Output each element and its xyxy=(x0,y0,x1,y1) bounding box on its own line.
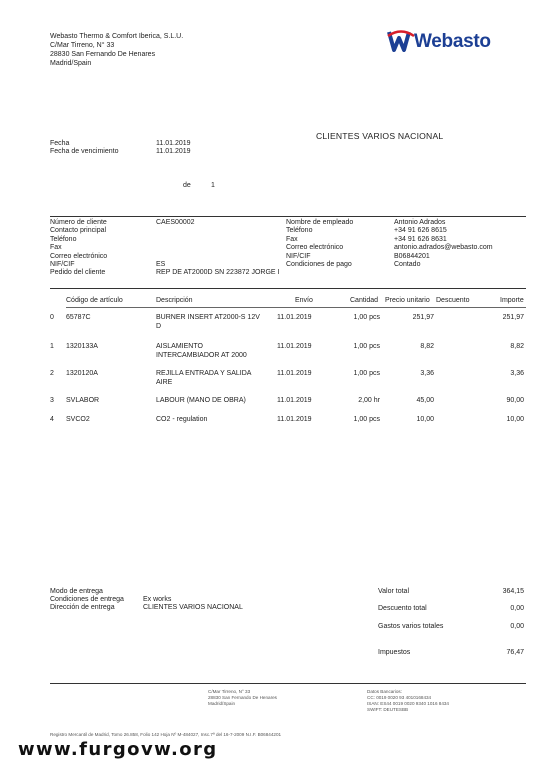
row-importe: 251,97 xyxy=(502,314,524,321)
header-underline xyxy=(66,307,526,308)
impuestos-value: 76,47 xyxy=(506,649,524,656)
vencimiento-value: 11.01.2019 xyxy=(156,148,191,155)
page-total: 1 xyxy=(211,182,215,189)
row-index: 0 xyxy=(50,314,54,321)
col-header-codigo: Código de artículo xyxy=(66,297,123,304)
watermark-site: www.furgovw.org xyxy=(18,739,218,760)
employee-field-value: +34 91 626 8631 xyxy=(394,235,447,243)
employee-field-label: Condiciones de pago xyxy=(286,261,352,268)
customer-field-value: CAES00002 xyxy=(156,219,195,226)
page-title: CLIENTES VARIOS NACIONAL xyxy=(316,131,444,141)
row-descripcion-2: INTERCAMBIADOR AT 2000 xyxy=(156,352,247,359)
col-header-descripcion: Descripción xyxy=(156,297,193,304)
row-codigo: 1320120A xyxy=(66,370,98,377)
direccion-entrega-label: Dirección de entrega xyxy=(50,604,115,611)
row-envio: 11.01.2019 xyxy=(277,314,312,321)
footer-address-3: Madrid/Spain xyxy=(208,701,236,706)
footer-divider xyxy=(50,683,526,684)
row-precio: 8,82 xyxy=(420,343,434,350)
row-precio: 45,00 xyxy=(416,397,434,404)
divider xyxy=(50,288,526,289)
customer-field-label: Fax xyxy=(50,244,62,252)
row-codigo: SVLABOR xyxy=(66,397,100,404)
row-descripcion-2: D xyxy=(156,323,162,330)
customer-field-label: Número de cliente xyxy=(50,219,107,226)
condiciones-entrega-value: Ex works xyxy=(143,596,172,603)
row-descripcion-1: LABOUR (MANO DE OBRA) xyxy=(156,397,246,404)
employee-field-label: NIF/CIF xyxy=(286,252,311,260)
row-envio: 11.01.2019 xyxy=(277,343,312,350)
employee-field-label: Fax xyxy=(286,235,298,243)
condiciones-entrega-label: Condiciones de entrega xyxy=(50,596,124,603)
company-city: 28830 San Fernando De Henares xyxy=(50,51,156,58)
employee-field-value: antonio.adrados@webasto.com xyxy=(394,244,493,252)
customer-field-value: ES xyxy=(156,261,166,268)
row-precio: 3,36 xyxy=(420,370,434,377)
footer-registro: Registro Mercantil de Madrid, Tomo 26.858, Folio 142 Hoja Nº M-484027, Insc.7ª del 16-7-2009 N.I.F. B06844201 xyxy=(50,732,282,737)
row-index: 2 xyxy=(50,370,54,377)
customer-field-label: NIF/CIF xyxy=(50,261,75,268)
vencimiento-label: Fecha de vencimiento xyxy=(50,148,119,155)
descuento-total-label: Descuento total xyxy=(378,605,427,612)
webasto-logo-icon xyxy=(387,30,415,52)
row-envio: 11.01.2019 xyxy=(277,370,312,377)
company-street: C/Mar Tirreno, N° 33 xyxy=(50,42,115,49)
row-descripcion-1: AISLAMIENTO xyxy=(156,343,203,350)
row-cantidad: 1,00 pcs xyxy=(353,416,380,423)
footer-bank-1: Datos Bancarios: xyxy=(367,689,402,694)
row-cantidad: 2,00 hr xyxy=(358,397,380,404)
customer-field-label: Contacto principal xyxy=(50,227,107,235)
customer-field-value: REP DE AT2000D SN 223872 JORGE I xyxy=(156,269,280,277)
row-codigo: SVCO2 xyxy=(66,416,90,423)
col-header-importe: Importe xyxy=(500,297,524,304)
row-codigo: 1320133A xyxy=(66,343,98,350)
row-descripcion-2: AIRE xyxy=(156,379,173,386)
descuento-total-value: 0,00 xyxy=(510,605,524,612)
modo-entrega-label: Modo de entrega xyxy=(50,588,103,595)
employee-field-value: B06844201 xyxy=(394,252,430,260)
employee-field-label: Nombre de empleado xyxy=(286,219,354,226)
row-descripcion-1: BURNER INSERT AT2000-S 12V xyxy=(156,314,260,321)
footer-bank-3: ISAN: ES44 0019 0020 9340 1016 8434 xyxy=(367,701,449,706)
footer-address-1: C/Mar Tirreno, N° 33 xyxy=(208,689,251,694)
page-of-label: de xyxy=(183,182,191,189)
employee-field-label: Teléfono xyxy=(286,227,313,235)
col-header-precio: Precio unitario xyxy=(385,297,430,304)
col-header-envio: Envío xyxy=(295,297,313,304)
fecha-value: 11.01.2019 xyxy=(156,140,191,147)
company-name: Webasto Thermo & Comfort Iberica, S.L.U. xyxy=(50,33,184,40)
row-index: 4 xyxy=(50,416,54,423)
row-cantidad: 1,00 pcs xyxy=(353,314,380,321)
row-precio: 10,00 xyxy=(416,416,434,423)
row-index: 3 xyxy=(50,397,54,404)
fecha-label: Fecha xyxy=(50,140,70,147)
col-header-cantidad: Cantidad xyxy=(350,297,379,304)
col-header-descuento: Descuento xyxy=(436,297,470,304)
row-cantidad: 1,00 pcs xyxy=(353,370,380,377)
company-region: Madrid/Spain xyxy=(50,60,92,67)
divider xyxy=(50,216,526,217)
row-envio: 11.01.2019 xyxy=(277,416,312,423)
impuestos-label: Impuestos xyxy=(378,649,411,656)
valor-total-value: 364,15 xyxy=(502,588,524,595)
footer-address-2: 28830 San Fernando De Henares xyxy=(208,695,277,700)
row-codigo: 65787C xyxy=(66,314,91,321)
employee-field-value: +34 91 626 8615 xyxy=(394,227,447,235)
footer-bank-4: SWIFT: DEUTESBB xyxy=(367,707,409,712)
row-importe: 8,82 xyxy=(510,343,524,350)
logo-wordmark: Webasto xyxy=(414,31,491,52)
row-envio: 11.01.2019 xyxy=(277,397,312,404)
row-importe: 3,36 xyxy=(510,370,524,377)
employee-field-label: Correo electrónico xyxy=(286,244,344,252)
valor-total-label: Valor total xyxy=(378,588,409,595)
row-precio: 251,97 xyxy=(412,314,434,321)
employee-field-value: Antonio Adrados xyxy=(394,219,446,226)
row-cantidad: 1,00 pcs xyxy=(353,343,380,350)
customer-field-label: Pedido del cliente xyxy=(50,269,106,277)
row-importe: 10,00 xyxy=(506,416,524,423)
row-descripcion-1: CO2 - regulation xyxy=(156,416,208,423)
row-index: 1 xyxy=(50,343,54,350)
employee-field-value: Contado xyxy=(394,261,421,268)
gastos-label: Gastos varios totales xyxy=(378,623,444,630)
row-descripcion-1: REJILLA ENTRADA Y SALIDA xyxy=(156,370,252,377)
row-importe: 90,00 xyxy=(506,397,524,404)
direccion-entrega-value: CLIENTES VARIOS NACIONAL xyxy=(143,604,243,611)
customer-field-label: Correo electrónico xyxy=(50,252,108,260)
footer-bank-2: CC: 0019 0020 93 4010168434 xyxy=(367,695,432,700)
gastos-value: 0,00 xyxy=(510,623,524,630)
customer-field-label: Teléfono xyxy=(50,235,77,243)
